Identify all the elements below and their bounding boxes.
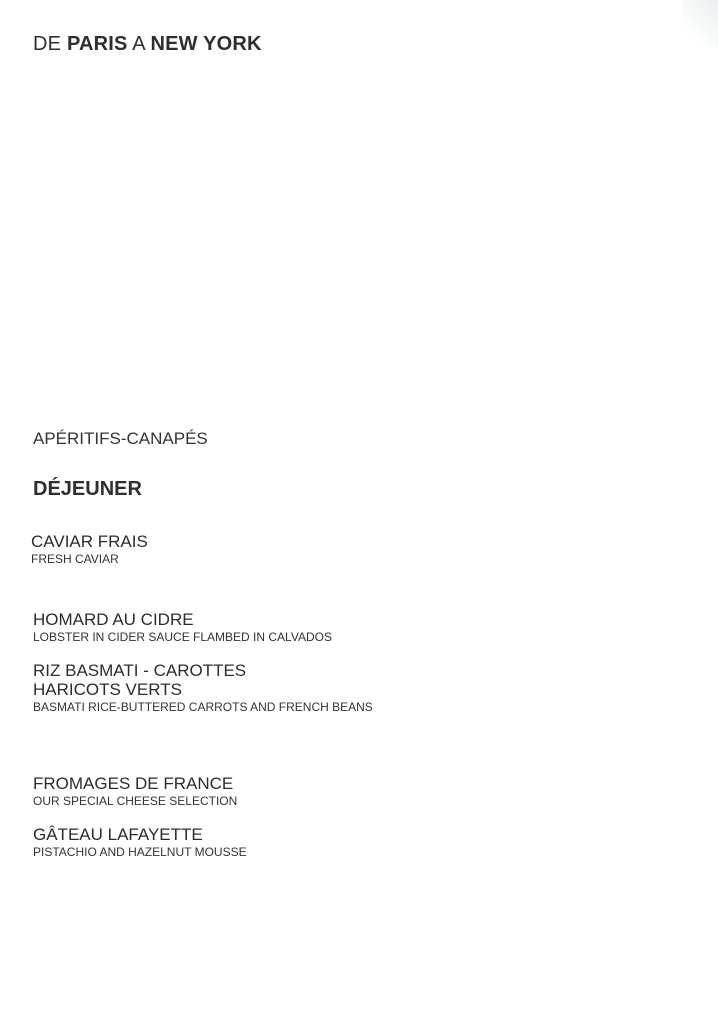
page-corner-mark (682, 0, 718, 48)
route-heading (33, 33, 262, 56)
meal-title: DÉJEUNER (33, 478, 142, 500)
course-name-fr: FROMAGES DE FRANCE (33, 774, 234, 793)
course-name-fr: HOMARD AU CIDRE (33, 610, 194, 629)
course-dessert (33, 825, 247, 860)
course-name-en: FRESH CAVIAR (31, 552, 119, 566)
course-name-en: PISTACHIO AND HAZELNUT MOUSSE (33, 845, 247, 859)
course-name-en: LOBSTER IN CIDER SAUCE FLAMBED IN CALVADOS (33, 630, 332, 644)
course-name-fr-line1: RIZ BASMATI - CAROTTES (33, 661, 247, 680)
route-destination: NEW YORK (150, 33, 262, 55)
course-cheese (33, 774, 237, 809)
course-name-fr-line2: HARICOTS VERTS (33, 680, 182, 699)
route-connector: A (132, 33, 145, 55)
course-lobster (33, 610, 332, 645)
course-name-fr: CAVIAR FRAIS (31, 532, 148, 551)
route-prefix: DE (33, 33, 62, 55)
route-origin: PARIS (66, 33, 128, 55)
course-caviar (31, 532, 148, 567)
course-name-en: BASMATI RICE-BUTTERED CARROTS AND FRENCH BEANS (33, 700, 373, 714)
course-rice (33, 661, 373, 715)
course-name-en: OUR SPECIAL CHEESE SELECTION (33, 794, 238, 808)
aperitif-heading: APÉRITIFS-CANAPÉS (33, 429, 208, 448)
course-name-fr: GÂTEAU LAFAYETTE (33, 825, 203, 844)
